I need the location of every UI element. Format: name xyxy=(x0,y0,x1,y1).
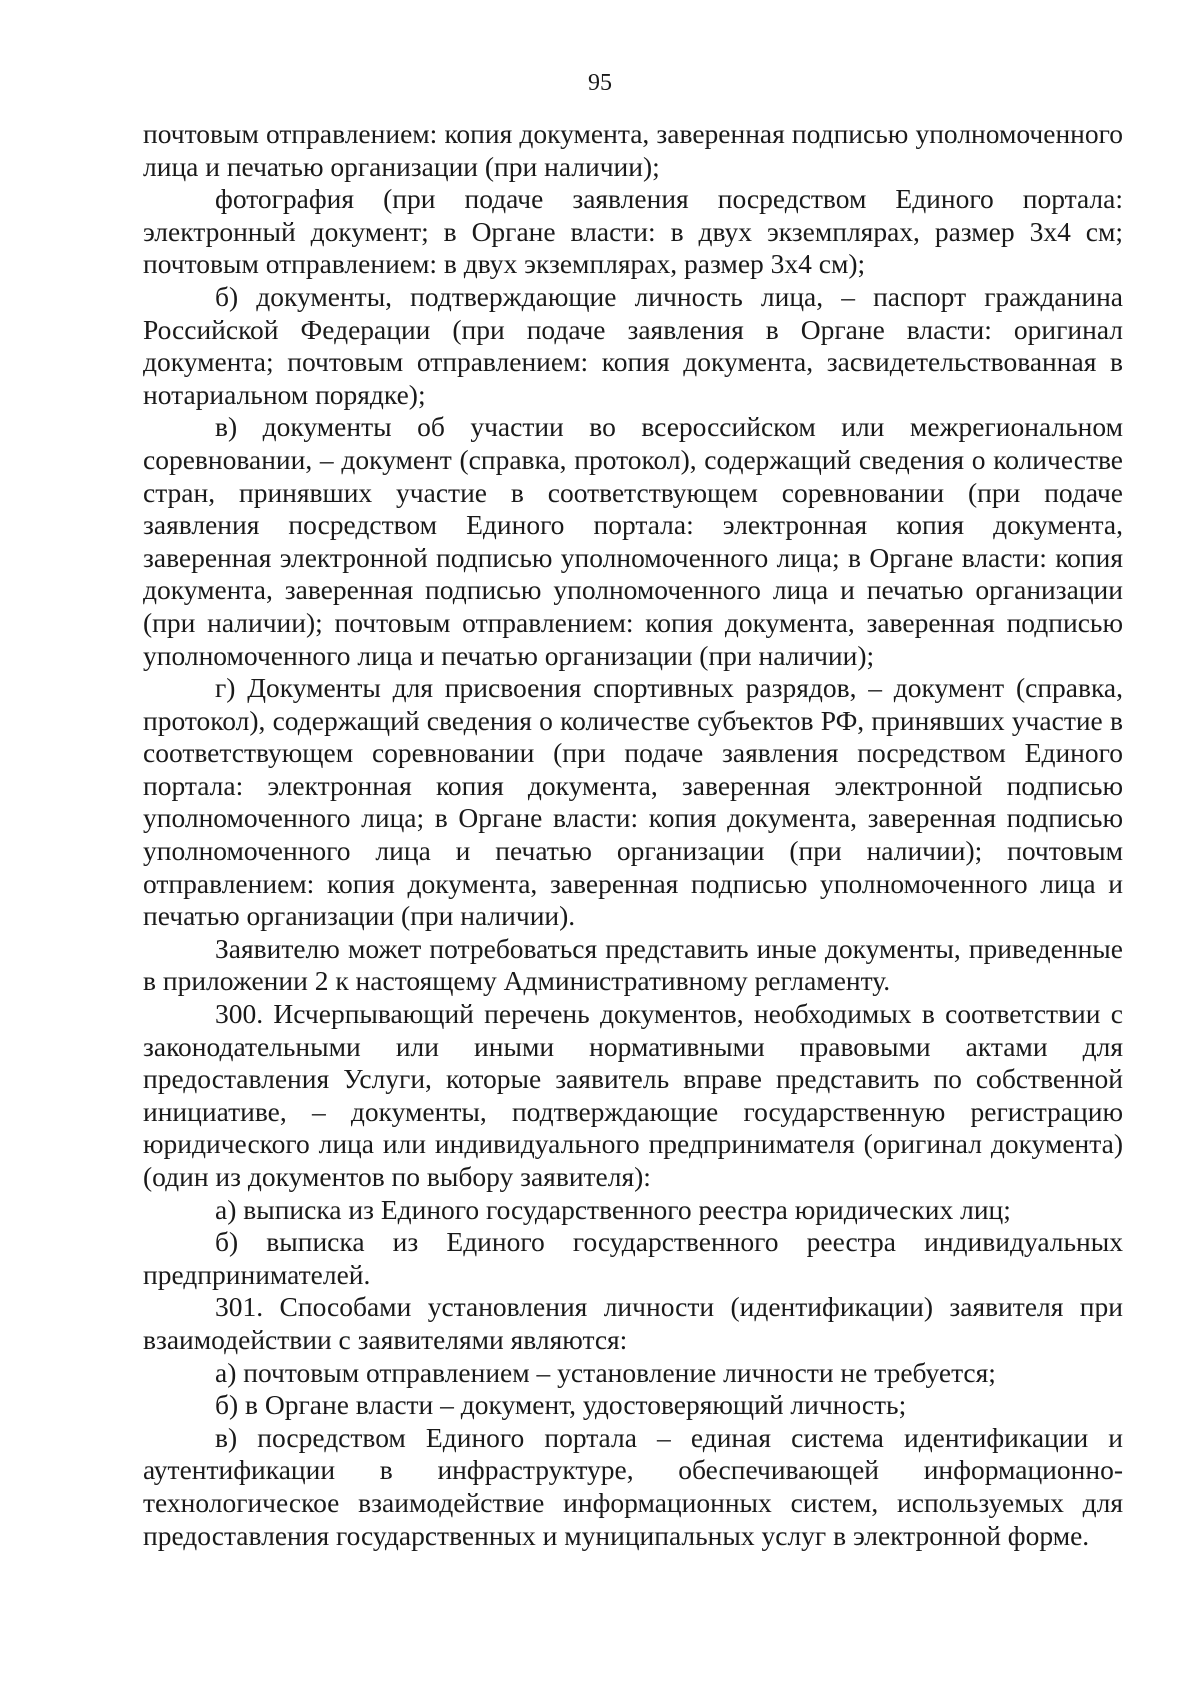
paragraph-other-documents: Заявителю может потребоваться представить иные документы, приведенные в приложении 2 к настоящему Административному регламенту. xyxy=(143,932,1123,997)
paragraph-301-b: б) в Органе власти – документ, удостоверяющий личность; xyxy=(215,1389,907,1421)
paragraph-photo: фотография (при подаче заявления посредством Единого портала: электронный документ; в Органе власти: в двух экземплярах, размер 3х4 см; почтовым отправлением: в двух экземплярах, размер 3х4 см); xyxy=(143,183,1123,280)
paragraph-all-russian-competition: в) документы об участии во всероссийском или межрегиональном соревновании, – документ (справка, протокол), содержащий сведения о количестве стран, принявших участие в соответствующем соревновании (при подаче заявления посредством Единого портала: электронная копия документа, заверенная электронной подписью уполномоченного лица; в Органе власти: копия документа, заверенная подписью уполномоченного лица и печатью организации (при наличии); почтовым отправлением: копия документа, заверенная подписью уполномоченного лица и печатью организации (при наличии); xyxy=(143,411,1123,671)
paragraph-sports-ranks: г) Документы для присвоения спортивных разрядов, – документ (справка, протокол), содержащий сведения о количестве субъектов РФ, принявших участие в соответствующем соревновании (при подаче заявления посредством Единого портала: электронная копия документа, заверенная электронной подписью уполномоченного лица; в Органе власти: копия документа, заверенная подписью уполномоченного лица и печатью организации (при наличии); почтовым отправлением: копия документа, заверенная подписью уполномоченного лица и печатью организации (при наличии). xyxy=(143,672,1123,932)
paragraph-301-c: в) посредством Единого портала – единая система идентификации и аутентификации в инфраструктуре, обеспечивающей информационно-технологическое взаимодействие информационных систем, используемых для предоставления государственных и муниципальных услуг в электронной форме. xyxy=(143,1421,1123,1551)
paragraph-300-a: а) выписка из Единого государственного реестра юридических лиц; xyxy=(215,1193,1011,1225)
paragraph-301: 301. Способами установления личности (идентификации) заявителя при взаимодействии с заявителями являются: xyxy=(143,1291,1123,1355)
page-number: 95 xyxy=(588,70,612,96)
document-body xyxy=(143,118,1123,1552)
paragraph-identity-documents: б) документы, подтверждающие личность лица, – паспорт гражданина Российской Федерации (при подаче заявления в Органе власти: оригинал документа; почтовым отправлением: копия документа, засвидетельствованная в нотариальном порядке); xyxy=(143,280,1123,410)
paragraph-postal-copy: почтовым отправлением: копия документа, заверенная подписью уполномоченного лица и печатью организации (при наличии); xyxy=(143,118,1123,182)
paragraph-301-a: а) почтовым отправлением – установление личности не требуется; xyxy=(215,1356,996,1388)
paragraph-300-b: б) выписка из Единого государственного реестра индивидуальных предпринимателей. xyxy=(143,1226,1123,1290)
paragraph-300: 300. Исчерпывающий перечень документов, необходимых в соответствии с законодательными или иными нормативными правовыми актами для предоставления Услуги, которые заявитель вправе представить по собственной инициативе, – документы, подтверждающие государственную регистрацию юридического лица или индивидуального предпринимателя (оригинал документа) (один из документов по выбору заявителя): xyxy=(143,998,1123,1192)
